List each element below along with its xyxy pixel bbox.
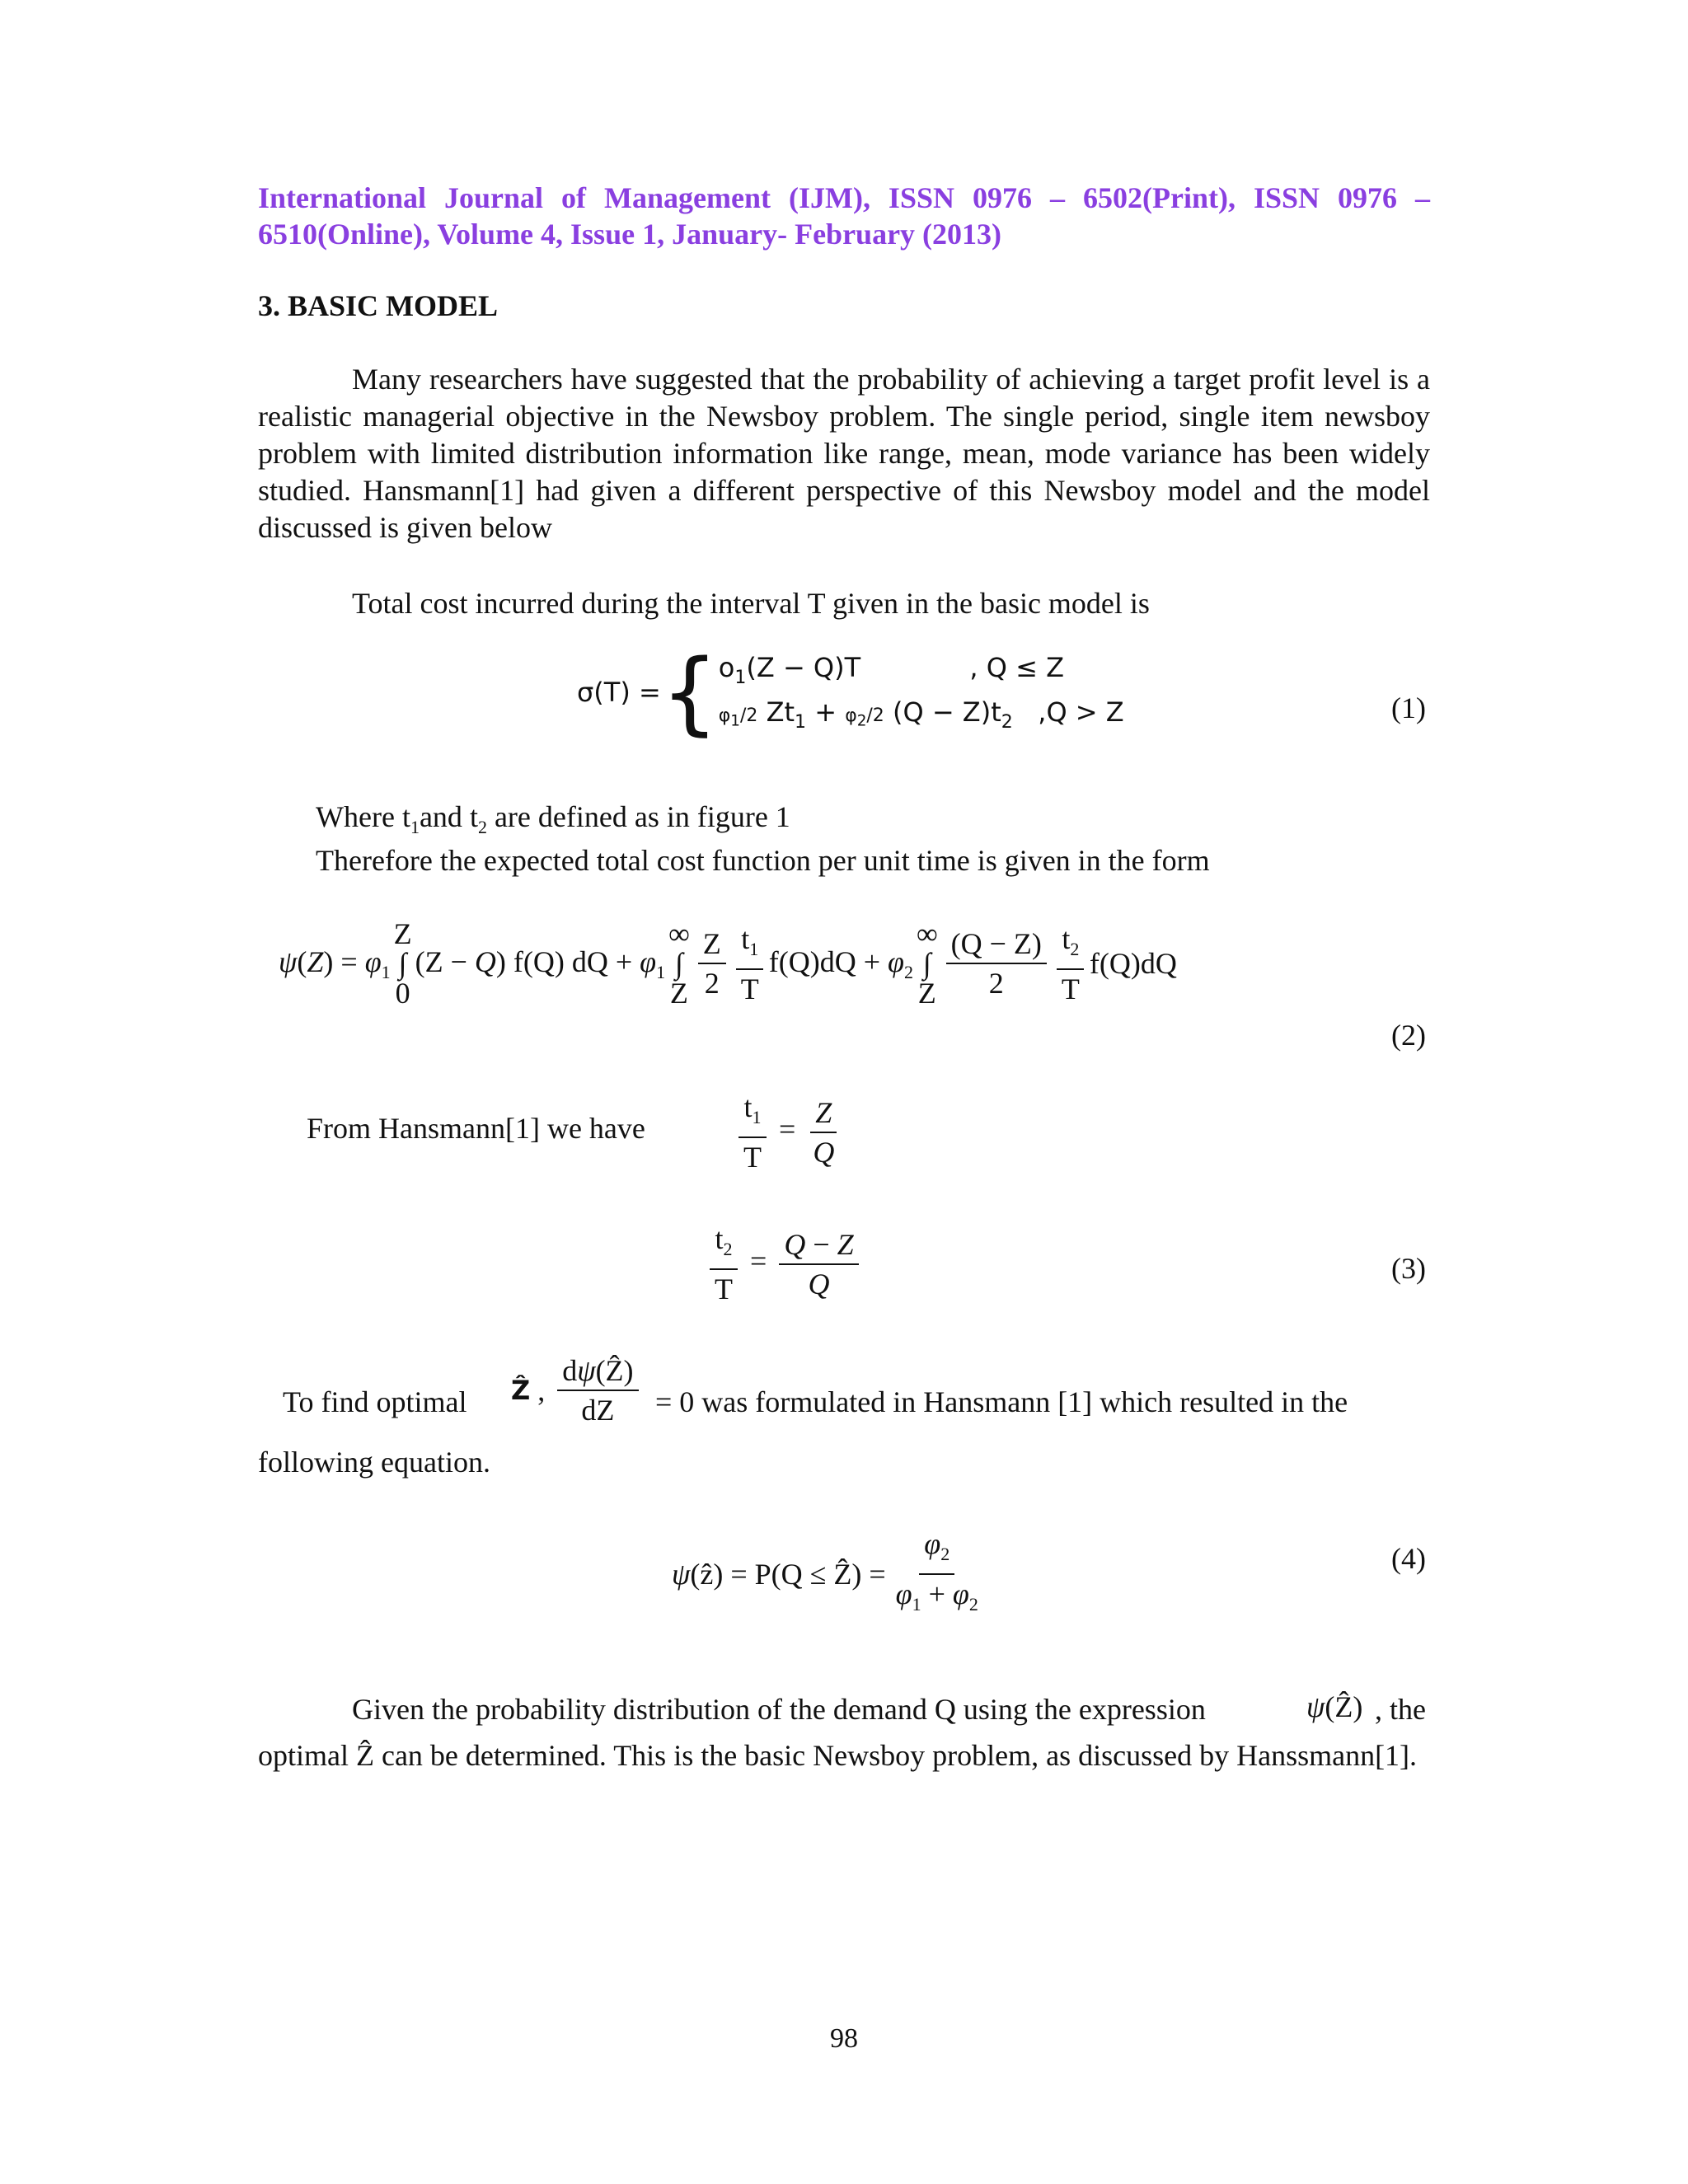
following-equation-text: following equation. (258, 1446, 490, 1479)
psi-expression: ψ(Ẑ) (1306, 1690, 1363, 1723)
page-number: 98 (830, 2023, 858, 2054)
equation-2: $\psi(Z) = \varphi_1$ Z ∫ 0 (Z − Q) f(Q) dQ + $\varphi_1$ ∞ ∫ Z $\frac{Z}{2}$ $\frac{t_1}{T}$ $f(Q)dQ + \varphi_2$ ∞ ∫ Z $\frac{(Q - Z)}{2}$ $\frac{t_2}{T}$ f(Q)dQ (279, 917, 1177, 1010)
find-optimal-continuation: = 0 was formulated in Hansmann [1] which resulted in the (655, 1385, 1348, 1418)
therefore-line: Therefore the expected total cost function per unit time is given in the form (316, 844, 1210, 877)
paragraph-total-cost: Total cost incurred during the interval T given in the basic model is (352, 587, 1150, 620)
equation-number-3: (3) (1391, 1252, 1426, 1285)
equation-4: ψ(ẑ) = P(Q ≤ Ẑ) = $\frac{\varphi_2}{\varphi_1 + \varphi_2}$ (672, 1525, 988, 1624)
given-text: Given the probability distribution of the demand Q using the expression (352, 1693, 1206, 1726)
given-text-continuation: optimal Ẑ can be determined. This is the basic Newsboy problem, as discussed by Hanssmann[1]. (258, 1739, 1418, 1772)
equation-number-4: (4) (1391, 1542, 1426, 1575)
from-hansmann-line: From Hansmann[1] we have (307, 1112, 645, 1145)
find-optimal-text: To find optimal (283, 1385, 467, 1418)
equation-t1-ratio: $\frac{t_1}{T}$ = $\frac{Z}{Q}$ (734, 1088, 844, 1176)
given-text-end: , the (1375, 1693, 1426, 1726)
equation-number-1: (1) (1391, 691, 1426, 724)
paragraph-intro: Many researchers have suggested that the probability of achieving a target profit level is a realistic managerial objective in the Newsboy problem. The single period, single item newsboy problem with limited distribution information like range, mean, mode variance has been widely studied. Hansmann[1] had given a different perspective of this Newsboy model and the model discussed is given below (258, 363, 1430, 544)
derivative-expression: Ẑ , $\frac{\text{dψ(Ẑ)}}{dZ}$ (511, 1352, 644, 1429)
brace-symbol: { (660, 640, 719, 745)
equation-3: $\frac{t_2}{T}$ = $\frac{Q - Z}{Q}$ (705, 1220, 864, 1308)
equation-1: σ(T) = { $o_1(Z - Q)T$ , Q ≤ Z $\varphi_1/2$ $Zt_1 + \varphi_2/2$ $(Q - Z)t_2$ ,Q > Z (577, 640, 1124, 745)
equation-number-2: (2) (1391, 1019, 1426, 1052)
journal-header: International Journal of Management (IJM), ISSN 0976 – 6502(Print), ISSN 0976 – 6510(Online), Volume 4, Issue 1, January- February (2013) (258, 181, 1430, 251)
section-heading: 3. BASIC MODEL (258, 289, 499, 322)
where-line: Where $t_1and$ $t_2$ are defined as in figure 1 (316, 800, 790, 837)
